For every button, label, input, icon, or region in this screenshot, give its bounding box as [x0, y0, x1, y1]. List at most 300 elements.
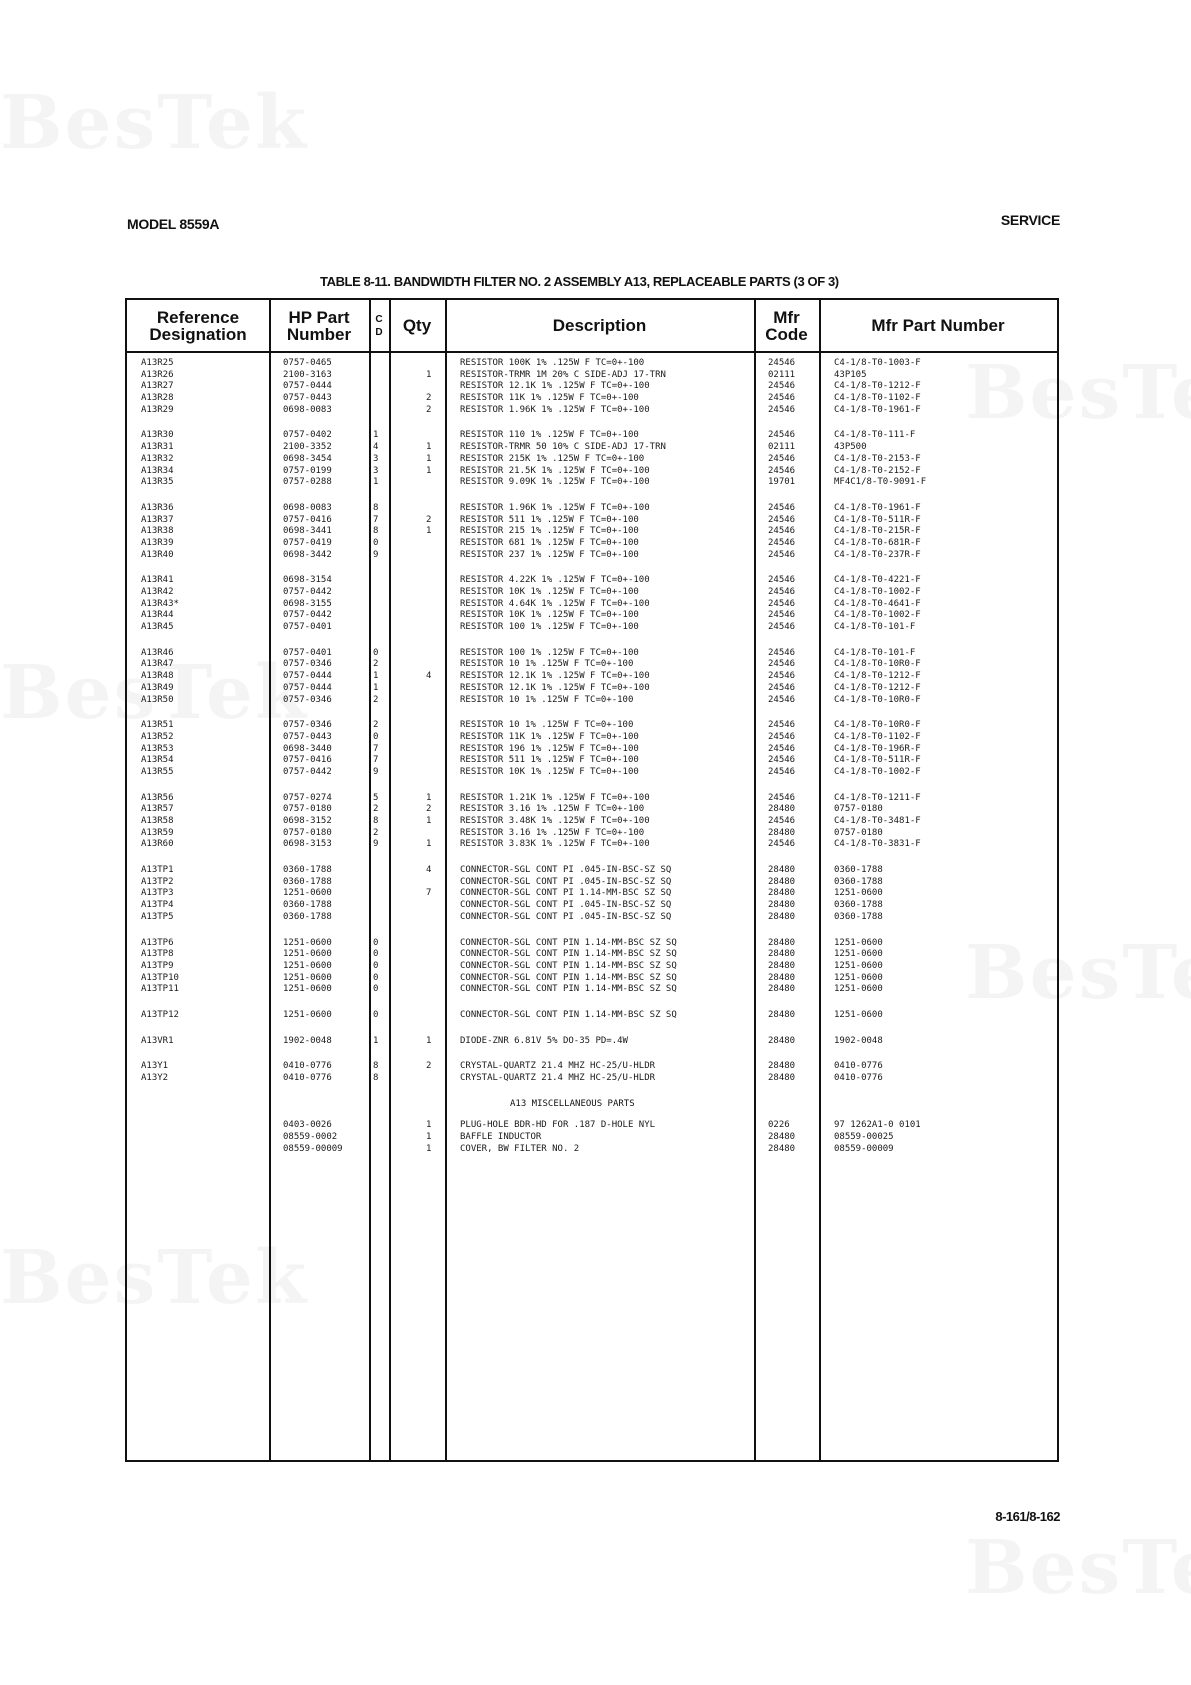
hp-part-cell: 0360-1788: [283, 865, 332, 876]
mfr-part-cell: 1251-0600: [834, 960, 883, 971]
table-row: [127, 938, 1057, 950]
hp-part-cell: 0757-0180: [283, 827, 332, 838]
cd-cell: 2: [373, 694, 379, 705]
description-cell: RESISTOR-TRMR 50 10% C SIDE-ADJ 17-TRN: [460, 442, 666, 453]
mfr-code-cell: 24546: [768, 792, 796, 803]
hp-part-cell: 0757-0444: [283, 381, 332, 392]
table-row: [127, 393, 1057, 405]
hp-part-cell: 08559-0002: [283, 1132, 338, 1143]
hp-part-cell: 0757-0443: [283, 731, 332, 742]
mfr-code-cell: 28480: [768, 911, 796, 922]
mfr-code-cell: 24546: [768, 549, 796, 560]
mfr-code-cell: 24546: [768, 598, 796, 609]
ref-cell: A13R36: [141, 502, 174, 513]
mfr-code-cell: 24546: [768, 694, 796, 705]
description-cell: RESISTOR 10 1% .125W F TC=0+-100: [460, 720, 634, 731]
table-row: [127, 720, 1057, 732]
mfr-part-cell: 08559-00009: [834, 1143, 894, 1154]
mfr-code-cell: 02111: [768, 369, 796, 380]
ref-cell: A13R56: [141, 792, 174, 803]
description-cell: CONNECTOR-SGL CONT PI .045-IN-BSC-SZ SQ: [460, 900, 672, 911]
mfr-part-cell: C4-1/8-T0-1961-F: [834, 404, 921, 415]
qty-cell: 4: [426, 671, 432, 682]
hp-part-cell: 0757-0416: [283, 514, 332, 525]
mfr-part-cell: C4-1/8-T0-1003-F: [834, 358, 921, 368]
mfr-part-cell: C4-1/8-T0-101-F: [834, 647, 916, 658]
table-row: [127, 839, 1057, 851]
mfr-code-cell: 24546: [768, 610, 796, 621]
table-row: [127, 1073, 1057, 1085]
cd-cell: 8: [373, 1073, 379, 1083]
table-row: [127, 515, 1057, 527]
ref-cell: A13R39: [141, 537, 174, 548]
table-row: [127, 804, 1057, 816]
qty-cell: 1: [426, 816, 432, 826]
mfr-code-cell: 24546: [768, 647, 796, 658]
ref-cell: A13R26: [141, 369, 174, 380]
mfr-code-cell: 28480: [768, 1061, 796, 1072]
mfr-part-cell: 1251-0600: [834, 984, 883, 995]
table-body: [127, 358, 1057, 1169]
hp-part-cell: 0757-0442: [283, 766, 332, 777]
qty-cell: 1: [426, 1143, 432, 1154]
qty-cell: 1: [426, 526, 432, 537]
mfr-part-cell: 0757-0180: [834, 804, 883, 815]
description-cell: RESISTOR 10 1% .125W F TC=0+-100: [460, 694, 634, 705]
column-header-cd: C D: [375, 313, 383, 338]
description-cell: DIODE-ZNR 6.81V 5% DO-35 PD=.4W: [460, 1035, 628, 1046]
ref-cell: A13TP8: [141, 949, 174, 960]
hp-part-cell: 0757-0288: [283, 477, 332, 488]
cd-cell: 0: [373, 731, 379, 742]
mfr-code-cell: 24546: [768, 465, 796, 476]
table-row: [127, 877, 1057, 889]
ref-cell: A13R43*: [141, 598, 179, 609]
cd-cell: 0: [373, 647, 379, 658]
table-row: [127, 610, 1057, 622]
description-cell: CONNECTOR-SGL CONT PIN 1.14-MM-BSC SZ SQ: [460, 984, 677, 995]
cd-cell: 8: [373, 1061, 379, 1072]
hp-part-cell: 0757-0443: [283, 393, 332, 404]
column-header-mfr-part-number: Mfr Part Number: [871, 316, 1005, 335]
mfr-code-cell: 28480: [768, 865, 796, 876]
description-cell: CONNECTOR-SGL CONT PIN 1.14-MM-BSC SZ SQ: [460, 937, 677, 948]
ref-cell: A13R42: [141, 587, 174, 597]
ref-cell: A13Y2: [141, 1073, 169, 1083]
mfr-code-cell: 24546: [768, 671, 796, 682]
description-cell: CONNECTOR-SGL CONT PI 1.14-MM-BSC SZ SQ: [460, 888, 672, 899]
description-cell: RESISTOR 511 1% .125W F TC=0+-100: [460, 514, 639, 525]
row-group: [127, 575, 1057, 633]
table-row: [127, 477, 1057, 489]
description-cell: RESISTOR 11K 1% .125W F TC=0+-100: [460, 393, 639, 404]
mfr-part-cell: C4-1/8-T0-101-F: [834, 622, 916, 633]
hp-part-cell: 1902-0048: [283, 1035, 332, 1046]
hp-part-cell: 1251-0600: [283, 972, 332, 983]
mfr-part-cell: C4-1/8-T0-1212-F: [834, 381, 921, 392]
table-row: [127, 466, 1057, 478]
mfr-code-cell: 0226: [768, 1120, 790, 1131]
mfr-part-cell: C4-1/8-T0-681R-F: [834, 537, 921, 548]
mfr-code-cell: 24546: [768, 766, 796, 777]
mfr-part-cell: 0360-1788: [834, 876, 883, 887]
hp-part-cell: 0757-0199: [283, 465, 332, 476]
description-cell: RESISTOR 3.16 1% .125W F TC=0+-100: [460, 827, 645, 838]
table-row: [127, 961, 1057, 973]
hp-part-cell: 0698-3152: [283, 816, 332, 826]
row-group: [127, 648, 1057, 706]
qty-cell: 2: [426, 393, 432, 404]
description-cell: CONNECTOR-SGL CONT PI .045-IN-BSC-SZ SQ: [460, 876, 672, 887]
qty-cell: 1: [426, 1120, 432, 1131]
ref-cell: A13R37: [141, 514, 174, 525]
hp-part-cell: 0698-0083: [283, 502, 332, 513]
table-row: [127, 793, 1057, 805]
mfr-part-cell: 0757-0180: [834, 827, 883, 838]
row-group: [127, 1061, 1057, 1084]
column-header-qty: Qty: [402, 316, 432, 335]
mfr-part-cell: C4-1/8-T0-3831-F: [834, 839, 921, 850]
hp-part-cell: 0757-0346: [283, 720, 332, 731]
ref-cell: A13R50: [141, 694, 174, 705]
column-header-description: Description: [552, 316, 647, 335]
cd-cell: 9: [373, 766, 379, 777]
ref-cell: A13R27: [141, 381, 174, 392]
mfr-code-cell: 24546: [768, 755, 796, 766]
table-row: [127, 949, 1057, 961]
ref-cell: A13R49: [141, 682, 174, 693]
description-cell: RESISTOR 100 1% .125W F TC=0+-100: [460, 622, 639, 633]
table-row: [127, 984, 1057, 996]
hp-part-cell: 0757-0402: [283, 430, 332, 441]
qty-cell: 2: [426, 1061, 432, 1072]
cd-cell: 2: [373, 720, 379, 731]
mfr-code-cell: 28480: [768, 1035, 796, 1046]
mfr-code-cell: 28480: [768, 876, 796, 887]
table-row: [127, 828, 1057, 840]
mfr-part-cell: 1251-0600: [834, 1009, 883, 1020]
mfr-code-cell: 24546: [768, 720, 796, 731]
ref-cell: A13R35: [141, 477, 174, 488]
description-cell: RESISTOR 110 1% .125W F TC=0+-100: [460, 430, 639, 441]
description-cell: COVER, BW FILTER NO. 2: [460, 1143, 580, 1154]
mfr-part-cell: 0360-1788: [834, 865, 883, 876]
mfr-code-cell: 24546: [768, 575, 796, 586]
qty-cell: 1: [426, 453, 432, 464]
mfr-code-cell: 02111: [768, 442, 796, 453]
ref-cell: A13Y1: [141, 1061, 169, 1072]
table-row: [127, 358, 1057, 370]
hp-part-cell: 0757-0419: [283, 537, 332, 548]
mfr-part-cell: C4-1/8-T0-511R-F: [834, 514, 921, 525]
hp-part-cell: 0410-0776: [283, 1061, 332, 1072]
mfr-part-cell: 1251-0600: [834, 888, 883, 899]
cd-cell: 3: [373, 453, 379, 464]
mfr-code-cell: 28480: [768, 827, 796, 838]
ref-cell: A13R29: [141, 404, 174, 415]
mfr-part-cell: C4-1/8-T0-1102-F: [834, 393, 921, 404]
ref-cell: A13R44: [141, 610, 174, 621]
row-group: [127, 938, 1057, 996]
qty-cell: 2: [426, 404, 432, 415]
mfr-code-cell: 28480: [768, 888, 796, 899]
mfr-code-cell: 28480: [768, 1073, 796, 1083]
cd-cell: 7: [373, 755, 379, 766]
mfr-part-cell: C4-1/8-T0-10R0-F: [834, 659, 921, 670]
mfr-code-cell: 24546: [768, 743, 796, 754]
hp-part-cell: 0757-0416: [283, 755, 332, 766]
mfr-part-cell: C4-1/8-T0-215R-F: [834, 526, 921, 537]
hp-part-cell: 2100-3352: [283, 442, 332, 453]
table-row: [127, 671, 1057, 683]
description-cell: BAFFLE INDUCTOR: [460, 1132, 542, 1143]
column-header-reference: Reference Designation: [149, 307, 247, 344]
ref-cell: A13R31: [141, 442, 174, 453]
mfr-code-cell: 24546: [768, 682, 796, 693]
mfr-part-cell: C4-1/8-T0-1002-F: [834, 610, 921, 621]
description-cell: CONNECTOR-SGL CONT PIN 1.14-MM-BSC SZ SQ: [460, 949, 677, 960]
hp-part-cell: 2100-3163: [283, 369, 332, 380]
ref-cell: A13TP12: [141, 1009, 179, 1020]
parts-table: [125, 298, 1059, 1462]
ref-cell: A13VR1: [141, 1035, 174, 1046]
description-cell: RESISTOR 237 1% .125W F TC=0+-100: [460, 549, 639, 560]
mfr-code-cell: 28480: [768, 949, 796, 960]
description-cell: RESISTOR 3.16 1% .125W F TC=0+-100: [460, 804, 645, 815]
description-cell: CONNECTOR-SGL CONT PIN 1.14-MM-BSC SZ SQ: [460, 972, 677, 983]
mfr-code-cell: 28480: [768, 804, 796, 815]
mfr-part-cell: C4-1/8-T0-10R0-F: [834, 694, 921, 705]
cd-cell: 5: [373, 792, 379, 803]
qty-cell: 1: [426, 839, 432, 850]
mfr-part-cell: C4-1/8-T0-2153-F: [834, 453, 921, 464]
hp-part-cell: 0698-3454: [283, 453, 332, 464]
misc-parts-heading: [127, 1099, 1057, 1111]
mfr-part-cell: C4-1/8-T0-3481-F: [834, 816, 921, 826]
ref-cell: A13R40: [141, 549, 174, 560]
table-row: [127, 454, 1057, 466]
hp-part-cell: 0360-1788: [283, 876, 332, 887]
cd-cell: 9: [373, 839, 379, 850]
column-header-hp-part: HP Part Number: [286, 307, 352, 344]
mfr-part-cell: 1251-0600: [834, 949, 883, 960]
row-group: [127, 358, 1057, 416]
hp-part-cell: 0757-0444: [283, 682, 332, 693]
description-cell: PLUG-HOLE BDR-HD FOR .187 D-HOLE NYL: [460, 1120, 656, 1131]
cd-cell: 0: [373, 1009, 379, 1020]
mfr-code-cell: 24546: [768, 659, 796, 670]
section-header: SERVICE: [1000, 212, 1060, 228]
hp-part-cell: 1251-0600: [283, 1009, 332, 1020]
description-cell: RESISTOR 100 1% .125W F TC=0+-100: [460, 647, 639, 658]
mfr-code-cell: 28480: [768, 984, 796, 995]
mfr-code-cell: 28480: [768, 1009, 796, 1020]
mfr-code-cell: 24546: [768, 430, 796, 441]
table-row: [127, 865, 1057, 877]
table-row: [127, 550, 1057, 562]
description-cell: RESISTOR 10 1% .125W F TC=0+-100: [460, 659, 634, 670]
qty-cell: 1: [426, 442, 432, 453]
ref-cell: A13R52: [141, 731, 174, 742]
hp-part-cell: 0757-0401: [283, 647, 332, 658]
ref-cell: A13TP3: [141, 888, 174, 899]
ref-cell: A13R57: [141, 804, 174, 815]
description-cell: CONNECTOR-SGL CONT PIN 1.14-MM-BSC SZ SQ: [460, 1009, 677, 1020]
row-group: [127, 793, 1057, 851]
mfr-code-cell: 24546: [768, 622, 796, 633]
description-cell: CONNECTOR-SGL CONT PI .045-IN-BSC-SZ SQ: [460, 911, 672, 922]
hp-part-cell: 0757-0401: [283, 622, 332, 633]
mfr-part-cell: C4-1/8-T0-1102-F: [834, 731, 921, 742]
mfr-part-cell: 1902-0048: [834, 1035, 883, 1046]
cd-cell: 1: [373, 430, 379, 441]
ref-cell: A13TP2: [141, 876, 174, 887]
model-header: MODEL 8559A: [127, 216, 220, 232]
description-cell: RESISTOR 681 1% .125W F TC=0+-100: [460, 537, 639, 548]
table-row: [127, 538, 1057, 550]
cd-cell: 1: [373, 1035, 379, 1046]
ref-cell: A13R47: [141, 659, 174, 670]
row-group: [127, 503, 1057, 561]
mfr-code-cell: 24546: [768, 393, 796, 404]
ref-cell: A13R41: [141, 575, 174, 586]
hp-part-cell: 0757-0180: [283, 804, 332, 815]
table-row: [127, 526, 1057, 538]
table-row: [127, 622, 1057, 634]
table-row: [127, 767, 1057, 779]
hp-part-cell: 0360-1788: [283, 900, 332, 911]
table-row: [127, 744, 1057, 756]
hp-part-cell: 0360-1788: [283, 911, 332, 922]
mfr-code-cell: 24546: [768, 839, 796, 850]
description-cell: RESISTOR 9.09K 1% .125W F TC=0+-100: [460, 477, 650, 488]
description-cell: RESISTOR 10K 1% .125W F TC=0+-100: [460, 587, 639, 597]
mfr-code-cell: 28480: [768, 1143, 796, 1154]
mfr-part-cell: C4-1/8-T0-1002-F: [834, 766, 921, 777]
table-row: [127, 1132, 1057, 1144]
row-group-misc: [127, 1120, 1057, 1155]
mfr-part-cell: 97 1262A1-0 0101: [834, 1120, 921, 1131]
table-row: [127, 1010, 1057, 1022]
mfr-code-cell: 24546: [768, 537, 796, 548]
description-cell: RESISTOR 11K 1% .125W F TC=0+-100: [460, 731, 639, 742]
ref-cell: A13R28: [141, 393, 174, 404]
cd-cell: 4: [373, 442, 379, 453]
cd-cell: 8: [373, 526, 379, 537]
misc-parts-heading-text: A13 MISCELLANEOUS PARTS: [510, 1098, 635, 1109]
cd-cell: 0: [373, 537, 379, 548]
qty-cell: 1: [426, 465, 432, 476]
mfr-part-cell: C4-1/8-T0-511R-F: [834, 755, 921, 766]
column-header-mfr-code: Mfr Code: [765, 307, 808, 344]
mfr-code-cell: 24546: [768, 502, 796, 513]
description-cell: RESISTOR 1.96K 1% .125W F TC=0+-100: [460, 404, 650, 415]
qty-cell: 1: [426, 1132, 432, 1143]
cd-cell: 3: [373, 465, 379, 476]
mfr-part-cell: C4-1/8-T0-1002-F: [834, 587, 921, 597]
mfr-code-cell: 28480: [768, 960, 796, 971]
hp-part-cell: 0757-0444: [283, 671, 332, 682]
hp-part-cell: 0698-3154: [283, 575, 332, 586]
row-group: [127, 430, 1057, 488]
row-group: [127, 865, 1057, 923]
ref-cell: A13R55: [141, 766, 174, 777]
ref-cell: A13R54: [141, 755, 174, 766]
description-cell: RESISTOR 4.22K 1% .125W F TC=0+-100: [460, 575, 650, 586]
table-row: [127, 683, 1057, 695]
ref-cell: A13TP1: [141, 865, 174, 876]
cd-cell: 2: [373, 804, 379, 815]
table-row: [127, 900, 1057, 912]
description-cell: RESISTOR 21.5K 1% .125W F TC=0+-100: [460, 465, 650, 476]
ref-cell: A13R30: [141, 430, 174, 441]
table-row: [127, 587, 1057, 599]
qty-cell: 1: [426, 369, 432, 380]
ref-cell: A13R60: [141, 839, 174, 850]
hp-part-cell: 1251-0600: [283, 888, 332, 899]
mfr-code-cell: 24546: [768, 381, 796, 392]
mfr-part-cell: C4-1/8-T0-4641-F: [834, 598, 921, 609]
table-row: [127, 1061, 1057, 1073]
table-row: [127, 659, 1057, 671]
ref-cell: A13TP4: [141, 900, 174, 911]
table-row: [127, 442, 1057, 454]
table-row: [127, 816, 1057, 828]
cd-cell: 1: [373, 671, 379, 682]
description-cell: CONNECTOR-SGL CONT PI .045-IN-BSC-SZ SQ: [460, 865, 672, 876]
ref-cell: A13TP11: [141, 984, 179, 995]
description-cell: RESISTOR 215 1% .125W F TC=0+-100: [460, 526, 639, 537]
cd-cell: 1: [373, 477, 379, 488]
table-row: [127, 381, 1057, 393]
hp-part-cell: 0757-0465: [283, 358, 332, 368]
cd-cell: 0: [373, 984, 379, 995]
mfr-part-cell: C4-1/8-T0-1212-F: [834, 671, 921, 682]
description-cell: RESISTOR-TRMR 1M 20% C SIDE-ADJ 17-TRN: [460, 369, 666, 380]
description-cell: CONNECTOR-SGL CONT PIN 1.14-MM-BSC SZ SQ: [460, 960, 677, 971]
hp-part-cell: 0698-3440: [283, 743, 332, 754]
ref-cell: A13R48: [141, 671, 174, 682]
cd-cell: 8: [373, 816, 379, 826]
cd-cell: 1: [373, 682, 379, 693]
table-row: [127, 648, 1057, 660]
description-cell: RESISTOR 3.83K 1% .125W F TC=0+-100: [460, 839, 650, 850]
description-cell: RESISTOR 1.96K 1% .125W F TC=0+-100: [460, 502, 650, 513]
mfr-code-cell: 19701: [768, 477, 796, 488]
ref-cell: A13R58: [141, 816, 174, 826]
mfr-code-cell: 24546: [768, 514, 796, 525]
hp-part-cell: 0698-3153: [283, 839, 332, 850]
description-cell: RESISTOR 3.48K 1% .125W F TC=0+-100: [460, 816, 650, 826]
ref-cell: A13R25: [141, 358, 174, 368]
mfr-part-cell: 08559-00025: [834, 1132, 894, 1143]
mfr-part-cell: MF4C1/8-T0-9091-F: [834, 477, 927, 488]
description-cell: RESISTOR 12.1K 1% .125W F TC=0+-100: [460, 671, 650, 682]
hp-part-cell: 08559-00009: [283, 1143, 343, 1154]
cd-cell: 0: [373, 972, 379, 983]
table-row: [127, 912, 1057, 924]
cd-cell: 9: [373, 549, 379, 560]
mfr-code-cell: 28480: [768, 972, 796, 983]
table-row: [127, 1036, 1057, 1048]
mfr-code-cell: 24546: [768, 816, 796, 826]
ref-cell: A13R51: [141, 720, 174, 731]
hp-part-cell: 0410-0776: [283, 1073, 332, 1083]
hp-part-cell: 0757-0442: [283, 610, 332, 621]
description-cell: RESISTOR 511 1% .125W F TC=0+-100: [460, 755, 639, 766]
description-cell: RESISTOR 10K 1% .125W F TC=0+-100: [460, 610, 639, 621]
mfr-code-cell: 24546: [768, 358, 796, 368]
